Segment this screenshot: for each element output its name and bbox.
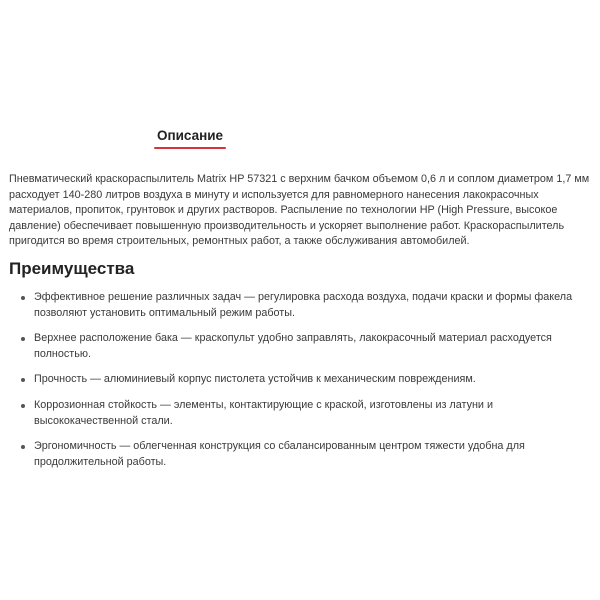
benefit-text: Прочность — алюминиевый корпус пистолета устойчив к механическим повреждениям.	[34, 373, 476, 386]
tab-active-underline	[154, 147, 226, 149]
benefits-title: Преимущества	[9, 259, 135, 278]
bullet-icon	[21, 404, 25, 408]
benefit-item	[0, 372, 600, 388]
benefit-item	[0, 439, 600, 470]
benefit-item	[0, 398, 600, 429]
bullet-icon	[21, 445, 25, 449]
benefits-list	[0, 290, 600, 480]
benefit-text: Верхнее расположение бака — краскопульт удобно заправлять, лакокрасочный материал расходуется полностью.	[34, 332, 552, 360]
benefit-item	[0, 290, 600, 321]
tab-description[interactable]	[150, 126, 230, 149]
benefit-text: Эффективное решение различных задач — регулировка расхода воздуха, подачи краски и формы факела позволяют установить оптимальный режим работы.	[34, 291, 573, 319]
benefit-text: Коррозионная стойкость — элементы, контактирующие с краской, изготовлены из латуни и высококачественной стали.	[34, 398, 493, 427]
bullet-icon	[21, 378, 25, 382]
tab-description-label: Описание	[156, 128, 224, 143]
bullet-icon	[21, 296, 25, 300]
benefit-text: Эргономичность — облегченная конструкция со сбалансированным центром тяжести удобна для продолжительной работы.	[34, 440, 525, 468]
benefit-item	[0, 331, 600, 362]
bullet-icon	[21, 337, 25, 341]
description-text: Пневматический краскораспылитель Matrix HP 57321 с верхним бачком объемом 0,6 л и соплом диаметром 1,7 мм расходует 140-280 литров воздуха в минуту и используется для равномерного нанесения лакокрасочных материалов, пропиток, грунтовок и других растворов. Распыление по технологии HP (High Pressure, высокое давление) обеспечивает повышенную производительность и ускоряет выполнение работ. Краскораспылитель пригодится во время строительных, ремонтных работ, а также обслуживания автомобилей.	[9, 173, 590, 248]
